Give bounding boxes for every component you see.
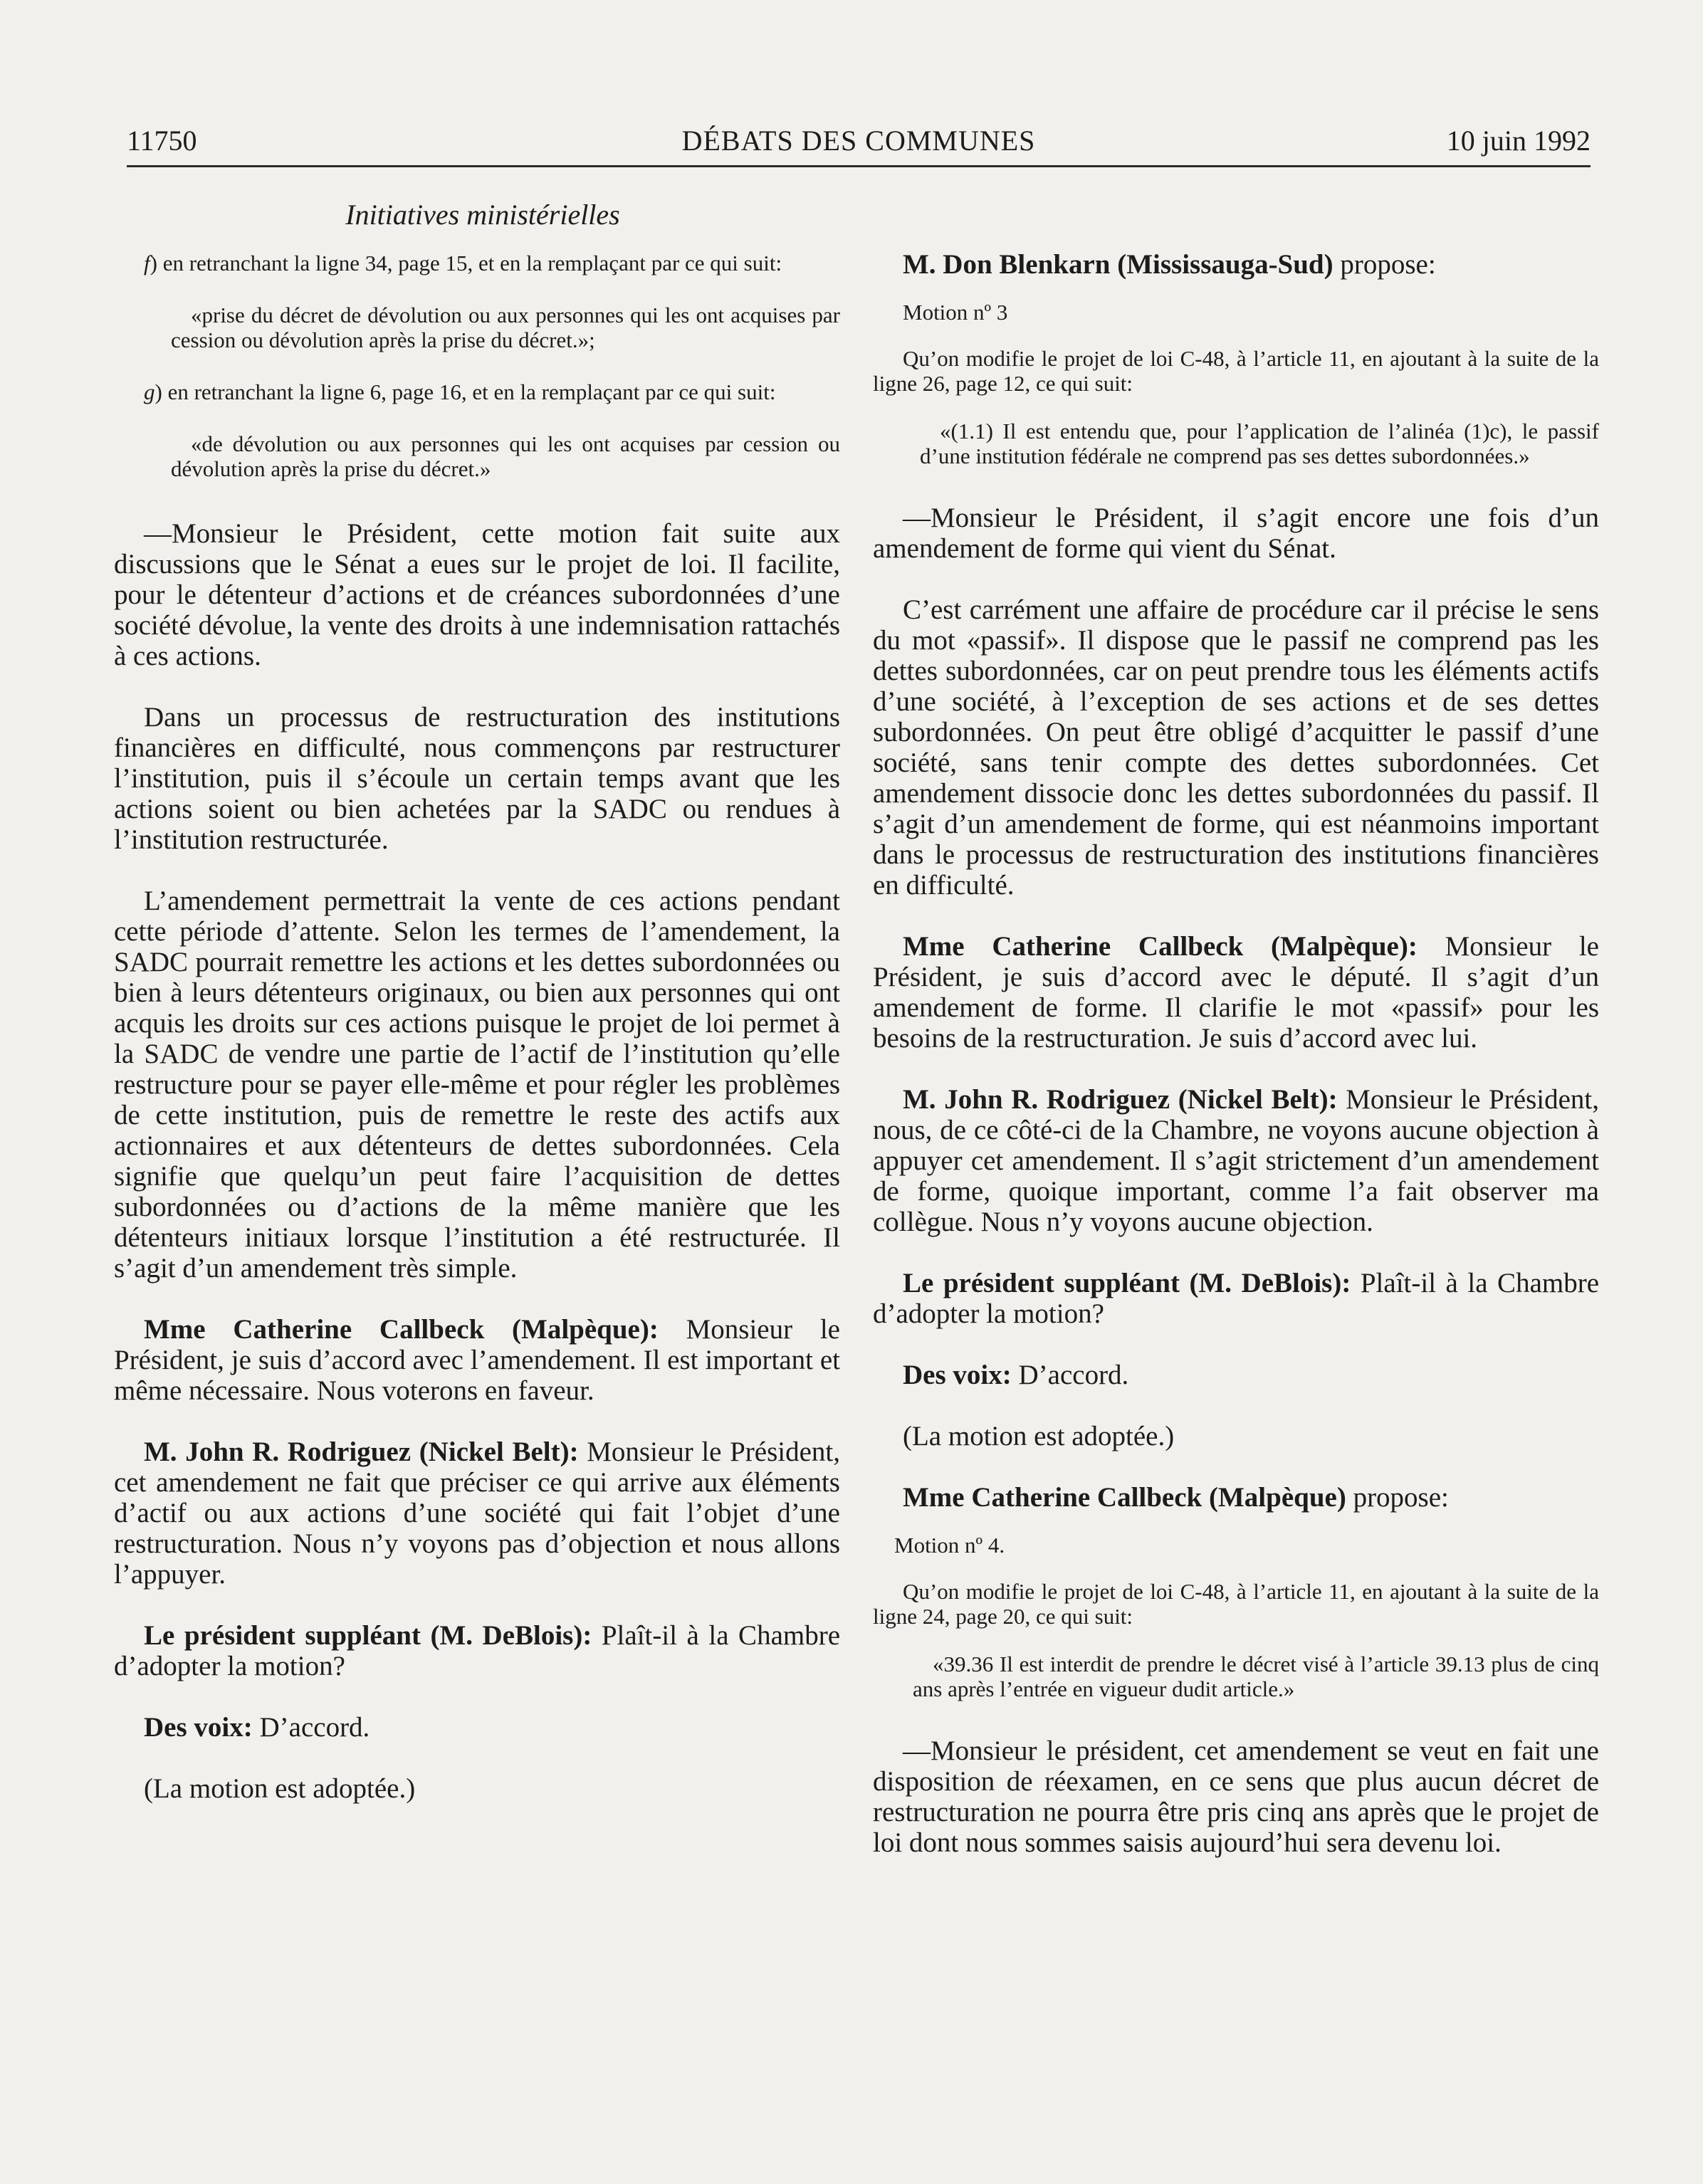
speaker-statement: Des voix: D’accord. <box>144 1712 370 1743</box>
speaker-statement: Mme Catherine Callbeck (Malpèque): Monsieur le Président, je suis d’accord avec le député. Il s’agit d’un amendement de forme. Il clarifie le mot «passif» pour les besoins de la restructuration. Je suis d’accord avec lui. <box>873 931 1599 1054</box>
speaker-name: M. John R. Rodriguez (Nickel Belt): <box>144 1437 579 1467</box>
left-column <box>114 249 840 1804</box>
speaker-name: Mme Catherine Callbeck (Malpèque): <box>903 931 1418 962</box>
running-head: Initiatives ministérielles <box>345 199 620 231</box>
motion-quote: «39.36 Il est interdit de prendre le décret visé à l’article 39.13 plus de cinq ans après l’entrée en vigueur dudit article.» <box>913 1652 1599 1701</box>
motion-result: (La motion est adoptée.) <box>903 1421 1175 1451</box>
speaker-name: Des voix: <box>144 1712 253 1743</box>
speaker-statement: Des voix: D’accord. <box>903 1360 1129 1390</box>
motion-label: Motion nº 3 <box>903 300 1008 325</box>
speaker-name: M. Don Blenkarn (Mississauga-Sud) <box>903 249 1333 280</box>
paragraph: C’est carrément une affaire de procédure car il précise le sens du mot «passif». Il dispose que le passif ne comprend pas les dettes subordonnées, car on peut prendre tous les éléments actifs d’une société, à l’exception de ses actions et de ses dettes subordonnées. On peut être obligé d’acquitter le passif d’une société, sans tenir compte des dettes subordonnées. Cet amendement dissocie donc les dettes subordonnées du passif. Il s’agit d’un amendement de forme, qui est néanmoins important dans le processus de restructuration des institutions financières en difficulté. <box>873 594 1599 901</box>
paragraph: —Monsieur le président, cet amendement se veut en fait une disposition de réexamen, en ce sens que plus aucun décret de restructuration ne pourra être pris cinq ans après que le projet de loi dont nous sommes saisis aujourd’hui sera devenu loi. <box>873 1736 1599 1858</box>
publication-date: 10 juin 1992 <box>1446 125 1591 157</box>
amendment-g: g) en retranchant la ligne 6, page 16, et en la remplaçant par ce qui suit: <box>144 379 776 404</box>
motion-text: Qu’on modifie le projet de loi C-48, à l’article 11, en ajoutant à la suite de la ligne 26, page 12, ce qui suit: <box>873 346 1599 396</box>
publication-title: DÉBATS DES COMMUNES <box>681 125 1036 157</box>
paragraph: Dans un processus de restructuration des institutions financières en difficulté, nous commençons par restructurer l’institution, puis il s’écoule un certain temps avant que les actions soient ou bien achetées par la SADC ou rendues à l’institution restructurée. <box>114 702 840 855</box>
speaker-statement: M. John R. Rodriguez (Nickel Belt): Monsieur le Président, cet amendement ne fait que préciser ce qui arrive aux éléments d’actif ou aux actions d’une société qui fait l’objet d’une restructuration. Nous n’y voyons pas d’objection et nous allons l’appuyer. <box>114 1437 840 1590</box>
motion-text: Qu’on modifie le projet de loi C-48, à l’article 11, en ajoutant à la suite de la ligne 24, page 20, ce qui suit: <box>873 1579 1599 1629</box>
page-number: 11750 <box>127 125 197 157</box>
motion-result: (La motion est adoptée.) <box>144 1773 416 1804</box>
right-column <box>873 249 1599 1858</box>
motion-quote: «(1.1) Il est entendu que, pour l’application de l’alinéa (1)c), le passif d’une institution fédérale ne comprend pas ses dettes subordonnées.» <box>920 419 1599 468</box>
paragraph: L’amendement permettrait la vente de ces actions pendant cette période d’attente. Selon les termes de l’amendement, la SADC pourrait remettre les actions et les dettes subordonnées ou bien à leurs détenteurs originaux, ou bien aux personnes qui ont acquis les droits sur ces actions puisque le projet de loi permet à la SADC de vendre une partie de l’actif de l’institution qu’elle restructure pour se payer elle-même et pour régler les problèmes de cette institution, puis de remettre le reste des actifs aux actionnaires et aux détenteurs de dettes subordonnées. Cela signifie que quelqu’un peut faire l’acquisition de dettes subordonnées ou d’actions de la même manière que les détenteurs initiaux lorsque l’institution a été restructurée. Il s’agit d’un amendement très simple. <box>114 886 840 1283</box>
speaker-statement: Le président suppléant (M. DeBlois): Plaît-il à la Chambre d’adopter la motion? <box>114 1620 841 1681</box>
paragraph: —Monsieur le Président, cette motion fait suite aux discussions que le Sénat a eues sur le projet de loi. Il facilite, pour le détenteur d’actions et de créances subordonnées d’une société dévolue, la vente des droits à une indemnisation rattachés à ces actions. <box>114 518 840 671</box>
speaker-name: Des voix: <box>903 1360 1012 1390</box>
motion-label: Motion nº 4. <box>894 1533 1005 1558</box>
speaker-name: Le président suppléant (M. DeBlois): <box>903 1268 1351 1298</box>
speaker-name: M. John R. Rodriguez (Nickel Belt): <box>903 1084 1338 1115</box>
speaker-statement: Le président suppléant (M. DeBlois): Plaît-il à la Chambre d’adopter la motion? <box>873 1268 1600 1329</box>
speaker-statement: Mme Catherine Callbeck (Malpèque): Monsieur le Président, je suis d’accord avec l’amendement. Il est important et même nécessaire. Nous voterons en faveur. <box>114 1314 840 1406</box>
proposer-line: M. Don Blenkarn (Mississauga-Sud) propose: <box>903 249 1436 280</box>
amendment-f: f) en retranchant la ligne 34, page 15, et en la remplaçant par ce qui suit: <box>144 251 782 275</box>
speaker-statement: M. John R. Rodriguez (Nickel Belt): Monsieur le Président, nous, de ce côté-ci de la Chambre, ne voyons aucune objection à appuyer cet amendement. Il s’agit strictement d’un amendement de forme, quoique important, comme l’a fait observer ma collègue. Nous n’y voyons aucune objection. <box>873 1084 1599 1237</box>
quote-g: «de dévolution ou aux personnes qui les ont acquises par cession ou dévolution après la prise du décret.» <box>171 431 840 481</box>
paragraph: —Monsieur le Président, il s’agit encore une fois d’un amendement de forme qui vient du Sénat. <box>873 503 1599 564</box>
page-header <box>127 120 1591 167</box>
speaker-name: Mme Catherine Callbeck (Malpèque) <box>903 1482 1346 1513</box>
speaker-name: Le président suppléant (M. DeBlois): <box>144 1620 592 1651</box>
quote-f: «prise du décret de dévolution ou aux personnes qui les ont acquises par cession ou dévolution après la prise du décret.»; <box>171 303 840 352</box>
speaker-name: Mme Catherine Callbeck (Malpèque): <box>144 1314 659 1345</box>
proposer-line: Mme Catherine Callbeck (Malpèque) propose: <box>903 1482 1449 1513</box>
